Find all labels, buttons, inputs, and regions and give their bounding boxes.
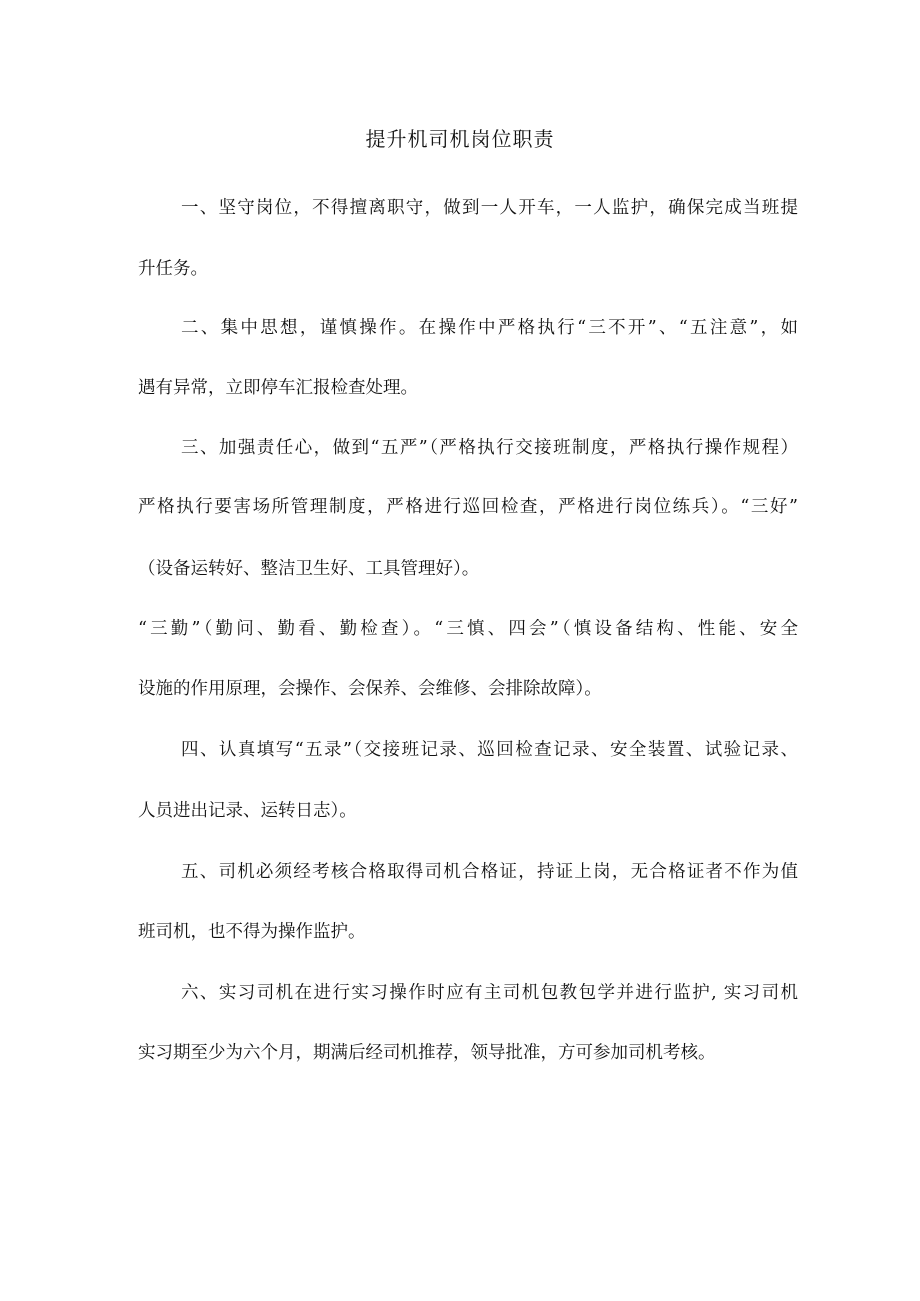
paragraph-1-line-1: 一、坚守岗位，不得擅离职守，做到一人开车，一人监护，确保完成当班提 bbox=[181, 198, 798, 218]
paragraph-5-line-1: 五、司机必须经考核合格取得司机合格证，持证上岗，无合格证者不作为值 bbox=[181, 862, 798, 882]
paragraph-4-line-1: 四、认真填写“五录”（交接班记录、巡回检查记录、安全装置、试验记录、 bbox=[181, 740, 798, 760]
paragraph-4-line-2: 人员进出记录、运转日志）。 bbox=[138, 801, 357, 821]
paragraph-5-line-2: 班司机，也不得为操作监护。 bbox=[138, 922, 366, 942]
paragraph-3-line-2: 严格执行要害场所管理制度，严格进行巡回检查，严格进行岗位练兵）。“三好” bbox=[138, 497, 798, 517]
paragraph-2-line-2: 遇有异常，立即停车汇报检查处理。 bbox=[138, 378, 418, 398]
paragraph-3-line-1: 三、加强责任心，做到“五严”（严格执行交接班制度，严格执行操作规程） bbox=[181, 438, 798, 458]
paragraph-1-line-2: 升任务。 bbox=[138, 259, 208, 279]
paragraph-2-line-1: 二、集中思想，谨慎操作。在操作中严格执行“三不开”、“五注意”，如 bbox=[181, 318, 798, 338]
paragraph-3-line-3: （设备运转好、整洁卫生好、工具管理好）。 bbox=[138, 559, 480, 579]
paragraph-3-line-5: 设施的作用原理，会操作、会保养、会维修、会排除故障）。 bbox=[138, 679, 602, 699]
document-title: 提升机司机岗位职责 bbox=[365, 127, 555, 151]
paragraph-6-line-1: 六、实习司机在进行实习操作时应有主司机包教包学并进行监护, 实习司机 bbox=[181, 983, 798, 1003]
paragraph-6-line-2: 实习期至少为六个月，期满后经司机推荐，领导批准，方可参加司机考核。 bbox=[138, 1043, 716, 1063]
paragraph-3-line-4: “三勤”（勤问、勤看、勤检查）。“三慎、四会”（慎设备结构、性能、安全 bbox=[138, 619, 798, 639]
